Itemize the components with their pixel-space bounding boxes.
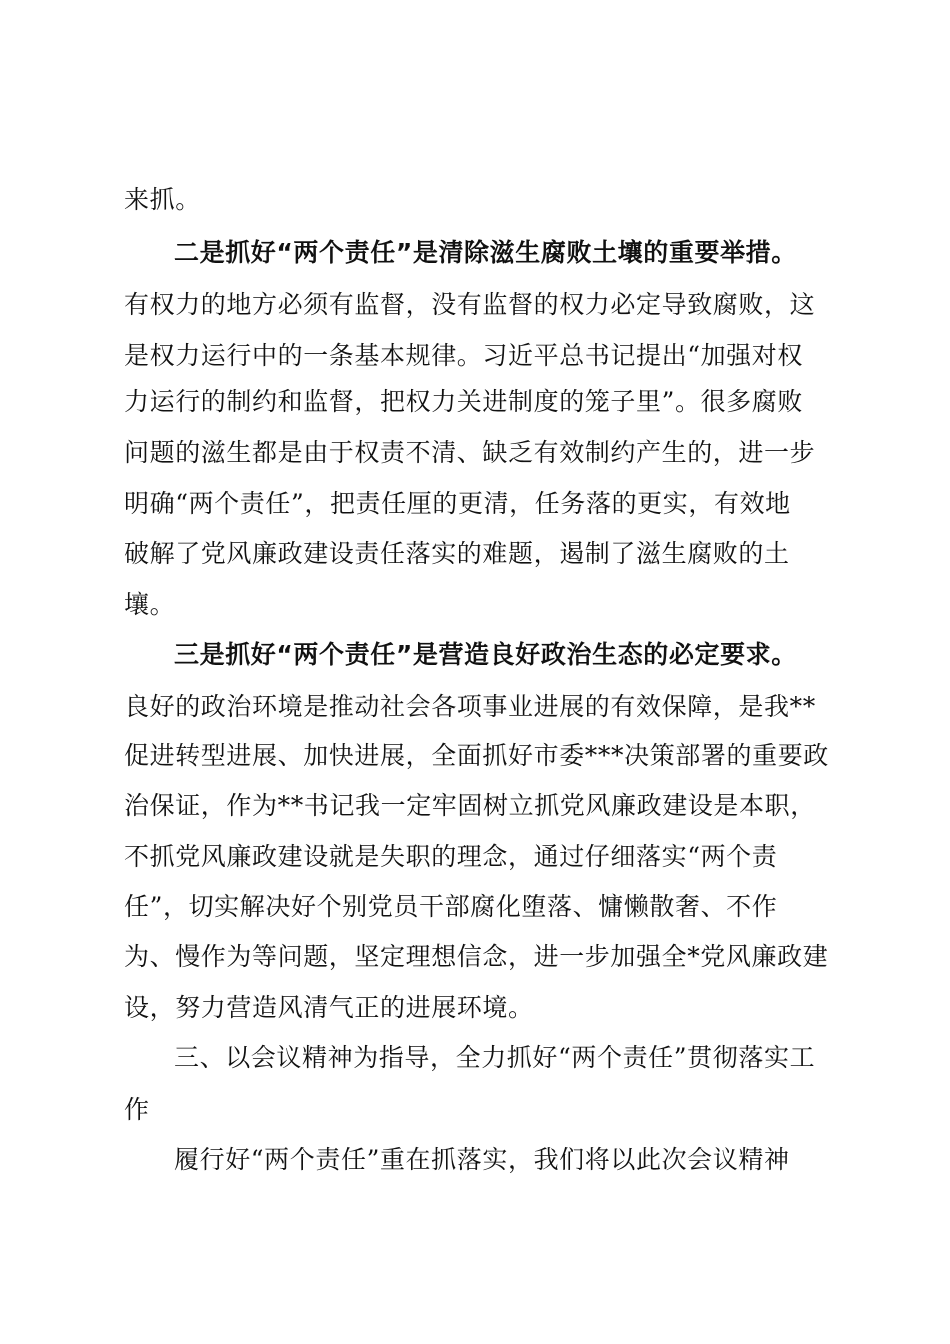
section-heading-2: 二是抓好“两个责任”是清除滋生腐败土壤的重要举措。 — [174, 238, 797, 267]
text-line-4: 是权力运行中的一条基本规律。习近平总书记提出“加强对权 — [124, 341, 803, 370]
text-line-15: 任”，切实解决好个别党员干部腐化堕落、慵懒散奢、不作 — [124, 892, 778, 921]
section-heading-3: 三是抓好“两个责任”是营造良好政治生态的必定要求。 — [174, 640, 797, 669]
text-line-1: 来抓。 — [124, 185, 201, 214]
text-line-9: 壤。 — [124, 590, 176, 619]
text-line-17: 设，努力营造风清气正的进展环境。 — [124, 993, 534, 1022]
text-line-13: 治保证，作为**书记我一定牢固树立抓党风廉政建设是本职， — [124, 791, 816, 820]
text-line-5: 力运行的制约和监督，把权力关进制度的笼子里”。很多腐败 — [124, 387, 803, 416]
text-line-7: 明确“两个责任”，把责任厘的更清，任务落的更实，有效地 — [124, 489, 791, 518]
text-line-8: 破解了党风廉政建设责任落实的难题，遏制了滋生腐败的土 — [124, 539, 790, 568]
text-line-12: 促进转型进展、加快进展，全面抓好市委***决策部署的重要政 — [124, 741, 829, 770]
text-line-3: 有权力的地方必须有监督，没有监督的权力必定导致腐败，这 — [124, 290, 816, 319]
chapter-heading-continued: 作 — [124, 1095, 150, 1124]
text-line-20: 履行好“两个责任”重在抓落实，我们将以此次会议精神 — [174, 1145, 790, 1174]
chapter-heading: 三、以会议精神为指导，全力抓好“两个责任”贯彻落实工 — [174, 1043, 816, 1072]
text-line-11: 良好的政治环境是推动社会各项事业进展的有效保障，是我** — [124, 692, 816, 721]
text-line-16: 为、慢作为等问题，坚定理想信念，进一步加强全*党风廉政建 — [124, 942, 829, 971]
text-line-6: 问题的滋生都是由于权责不清、缺乏有效制约产生的，进一步 — [124, 438, 816, 467]
text-line-14: 不抓党风廉政建设就是失职的理念，通过仔细落实“两个责 — [124, 842, 778, 871]
